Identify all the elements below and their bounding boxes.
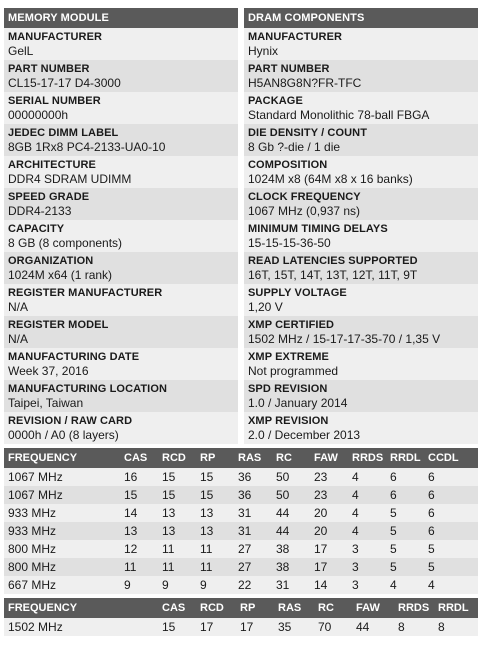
- table-cell: 70: [314, 618, 352, 636]
- dram-components-column: [244, 8, 478, 444]
- table-cell: 14: [310, 576, 348, 594]
- column-header: CAS: [120, 448, 158, 468]
- spec-value: 0000h / A0 (8 layers): [8, 428, 119, 442]
- table-cell: 16: [120, 468, 158, 486]
- spec-label: ARCHITECTURE: [8, 159, 96, 171]
- table-cell: 1067 MHz: [4, 486, 120, 504]
- column-header: RP: [196, 448, 234, 468]
- table-cell: 22: [234, 576, 272, 594]
- table-cell: 3: [348, 576, 386, 594]
- table-cell: 15: [158, 486, 196, 504]
- table-cell: 17: [310, 558, 348, 576]
- column-header: RP: [236, 598, 274, 618]
- table-cell: 5: [386, 504, 424, 522]
- table-cell: 11: [158, 558, 196, 576]
- table-cell: 44: [272, 522, 310, 540]
- spec-label: SUPPLY VOLTAGE: [248, 287, 347, 299]
- spec-label: READ LATENCIES SUPPORTED: [248, 255, 418, 267]
- spec-row: [4, 60, 238, 92]
- spec-row: [4, 28, 238, 60]
- table-cell: 36: [234, 486, 272, 504]
- spec-value: CL15-17-17 D4-3000: [8, 76, 121, 90]
- table-cell: 50: [272, 468, 310, 486]
- table-cell: 44: [352, 618, 394, 636]
- table-cell: 13: [158, 504, 196, 522]
- table-cell: 15: [120, 486, 158, 504]
- spec-row: [244, 412, 478, 444]
- spec-row: [4, 92, 238, 124]
- spec-value: 16T, 15T, 14T, 13T, 12T, 11T, 9T: [248, 268, 418, 282]
- table-cell: 5: [386, 540, 424, 558]
- table-cell: 35: [274, 618, 314, 636]
- table-cell: 36: [234, 468, 272, 486]
- spec-value: 1024M x8 (64M x8 x 16 banks): [248, 172, 413, 186]
- spec-row: [244, 316, 478, 348]
- table-row: [4, 504, 478, 522]
- table-cell: 15: [158, 468, 196, 486]
- column-header: RRDL: [434, 598, 478, 618]
- memory-module-column: [4, 8, 238, 444]
- table-row: [4, 576, 478, 594]
- spec-row: [244, 220, 478, 252]
- table-cell: 1067 MHz: [4, 468, 120, 486]
- spec-value: 1502 MHz / 15-17-17-35-70 / 1,35 V: [248, 332, 441, 346]
- column-header: RRDS: [394, 598, 434, 618]
- dram-components-header: DRAM COMPONENTS: [244, 8, 478, 28]
- table-cell: 13: [196, 522, 234, 540]
- spec-label: PART NUMBER: [248, 63, 330, 75]
- spec-label: PACKAGE: [248, 95, 303, 107]
- table-cell: 20: [310, 504, 348, 522]
- jedec-header-row: [4, 448, 478, 468]
- spec-label: MANUFACTURER: [8, 31, 103, 43]
- table-cell: 14: [120, 504, 158, 522]
- table-cell: 667 MHz: [4, 576, 120, 594]
- jedec-timing-table: [4, 448, 478, 594]
- table-cell: 4: [348, 468, 386, 486]
- table-cell: 9: [158, 576, 196, 594]
- spec-label: REGISTER MODEL: [8, 319, 109, 331]
- memory-module-rows: [4, 28, 238, 444]
- table-cell: 8: [394, 618, 434, 636]
- table-cell: 8: [434, 618, 478, 636]
- column-header: RRDS: [348, 448, 386, 468]
- table-cell: 800 MHz: [4, 558, 120, 576]
- table-cell: 5: [424, 540, 478, 558]
- spec-label: DIE DENSITY / COUNT: [248, 127, 368, 139]
- table-cell: 4: [386, 576, 424, 594]
- table-cell: 12: [120, 540, 158, 558]
- spec-row: [4, 348, 238, 380]
- table-cell: 38: [272, 540, 310, 558]
- spec-value: 15-15-15-36-50: [248, 236, 331, 250]
- spec-row: [244, 156, 478, 188]
- table-cell: 6: [424, 486, 478, 504]
- table-cell: 5: [386, 522, 424, 540]
- table-cell: 20: [310, 522, 348, 540]
- spec-value: Hynix: [248, 44, 279, 58]
- spec-row: [244, 284, 478, 316]
- table-cell: 1502 MHz: [4, 618, 158, 636]
- spec-value: 8 Gb ?-die / 1 die: [248, 140, 341, 154]
- spec-row: [4, 412, 238, 444]
- spec-value: 1067 MHz (0,937 ns): [248, 204, 361, 218]
- spec-value: H5AN8G8N?FR-TFC: [248, 76, 362, 90]
- table-cell: 5: [386, 558, 424, 576]
- column-header: RRDL: [386, 448, 424, 468]
- spec-value: Not programmed: [248, 364, 339, 378]
- table-row: [4, 558, 478, 576]
- table-cell: 23: [310, 486, 348, 504]
- spec-row: [244, 60, 478, 92]
- spec-row: [4, 252, 238, 284]
- column-header: RAS: [234, 448, 272, 468]
- spec-label: COMPOSITION: [248, 159, 328, 171]
- table-cell: 17: [310, 540, 348, 558]
- spec-label: XMP CERTIFIED: [248, 319, 335, 331]
- spec-value: DDR4-2133: [8, 204, 72, 218]
- table-cell: 933 MHz: [4, 522, 120, 540]
- spec-label: CLOCK FREQUENCY: [248, 191, 361, 203]
- table-cell: 3: [348, 558, 386, 576]
- table-cell: 15: [158, 618, 196, 636]
- table-cell: 6: [424, 522, 478, 540]
- table-cell: 17: [236, 618, 274, 636]
- spec-value: N/A: [8, 300, 29, 314]
- spec-label: REGISTER MANUFACTURER: [8, 287, 163, 299]
- spec-value: 1024M x64 (1 rank): [8, 268, 113, 282]
- table-cell: 44: [272, 504, 310, 522]
- spec-value: 00000000h: [8, 108, 69, 122]
- spec-label: MANUFACTURER: [248, 31, 343, 43]
- spec-row: [4, 316, 238, 348]
- column-header: FREQUENCY: [4, 598, 158, 618]
- table-cell: 11: [158, 540, 196, 558]
- column-header: FAW: [310, 448, 348, 468]
- spec-label: SERIAL NUMBER: [8, 95, 101, 107]
- table-cell: 15: [196, 486, 234, 504]
- spec-value: 2.0 / December 2013: [248, 428, 361, 442]
- column-header: CAS: [158, 598, 196, 618]
- table-cell: 6: [386, 468, 424, 486]
- spec-row: [4, 188, 238, 220]
- xmp-header-row: [4, 598, 478, 618]
- xmp-timing-table: [4, 598, 478, 636]
- spec-label: XMP REVISION: [248, 415, 329, 427]
- table-cell: 27: [234, 540, 272, 558]
- spec-value: Taipei, Taiwan: [8, 396, 84, 410]
- spec-value: GelL: [8, 44, 34, 58]
- table-cell: 800 MHz: [4, 540, 120, 558]
- table-cell: 31: [234, 522, 272, 540]
- table-cell: 31: [272, 576, 310, 594]
- table-cell: 27: [234, 558, 272, 576]
- table-cell: 17: [196, 618, 236, 636]
- table-cell: 50: [272, 486, 310, 504]
- table-cell: 6: [424, 504, 478, 522]
- spec-value: Week 37, 2016: [8, 364, 89, 378]
- table-cell: 11: [196, 540, 234, 558]
- table-cell: 4: [424, 576, 478, 594]
- table-cell: 38: [272, 558, 310, 576]
- memory-module-header: MEMORY MODULE: [4, 8, 238, 28]
- table-cell: 4: [348, 504, 386, 522]
- table-cell: 13: [120, 522, 158, 540]
- spec-row: [4, 124, 238, 156]
- table-cell: 15: [196, 468, 234, 486]
- table-cell: 23: [310, 468, 348, 486]
- spec-label: MANUFACTURING LOCATION: [8, 383, 168, 395]
- spec-value: 1.0 / January 2014: [248, 396, 348, 410]
- column-header: FREQUENCY: [4, 448, 120, 468]
- table-cell: 6: [386, 486, 424, 504]
- table-cell: 9: [196, 576, 234, 594]
- spd-report: [4, 0, 478, 636]
- table-cell: 5: [424, 558, 478, 576]
- table-cell: 3: [348, 540, 386, 558]
- spec-row: [4, 284, 238, 316]
- spec-value: 8 GB (8 components): [8, 236, 123, 250]
- table-cell: 13: [196, 504, 234, 522]
- column-header: RCD: [158, 448, 196, 468]
- spec-value: DDR4 SDRAM UDIMM: [8, 172, 132, 186]
- table-row: [4, 618, 478, 636]
- table-cell: 11: [120, 558, 158, 576]
- spec-row: [4, 380, 238, 412]
- info-grid: [4, 8, 478, 444]
- spec-row: [244, 252, 478, 284]
- spec-row: [244, 124, 478, 156]
- spec-row: [4, 156, 238, 188]
- table-cell: 9: [120, 576, 158, 594]
- table-row: [4, 468, 478, 486]
- table-cell: 933 MHz: [4, 504, 120, 522]
- table-cell: 11: [196, 558, 234, 576]
- table-cell: 4: [348, 486, 386, 504]
- spec-value: 8GB 1Rx8 PC4-2133-UA0-10: [8, 140, 166, 154]
- spec-label: JEDEC DIMM LABEL: [8, 127, 119, 139]
- column-header: CCDL: [424, 448, 478, 468]
- table-cell: 13: [158, 522, 196, 540]
- column-header: RC: [272, 448, 310, 468]
- spec-row: [244, 28, 478, 60]
- spec-value: 1,20 V: [248, 300, 283, 314]
- spec-row: [244, 92, 478, 124]
- column-header: RC: [314, 598, 352, 618]
- spec-value: N/A: [8, 332, 29, 346]
- table-cell: 6: [424, 468, 478, 486]
- dram-components-rows: [244, 28, 478, 444]
- spec-row: [4, 220, 238, 252]
- table-row: [4, 522, 478, 540]
- spec-row: [244, 380, 478, 412]
- spec-value: Standard Monolithic 78-ball FBGA: [248, 108, 430, 122]
- table-cell: 4: [348, 522, 386, 540]
- spec-label: ORGANIZATION: [8, 255, 94, 267]
- spec-label: MINIMUM TIMING DELAYS: [248, 223, 388, 235]
- spec-label: CAPACITY: [8, 223, 65, 235]
- spec-label: PART NUMBER: [8, 63, 90, 75]
- spec-label: XMP EXTREME: [248, 351, 329, 363]
- spec-label: REVISION / RAW CARD: [8, 415, 133, 427]
- table-cell: 31: [234, 504, 272, 522]
- spec-row: [244, 348, 478, 380]
- column-header: RAS: [274, 598, 314, 618]
- spec-label: SPEED GRADE: [8, 191, 90, 203]
- table-row: [4, 486, 478, 504]
- column-header: FAW: [352, 598, 394, 618]
- table-row: [4, 540, 478, 558]
- spec-label: MANUFACTURING DATE: [8, 351, 140, 363]
- spec-row: [244, 188, 478, 220]
- spec-label: SPD REVISION: [248, 383, 328, 395]
- column-header: RCD: [196, 598, 236, 618]
